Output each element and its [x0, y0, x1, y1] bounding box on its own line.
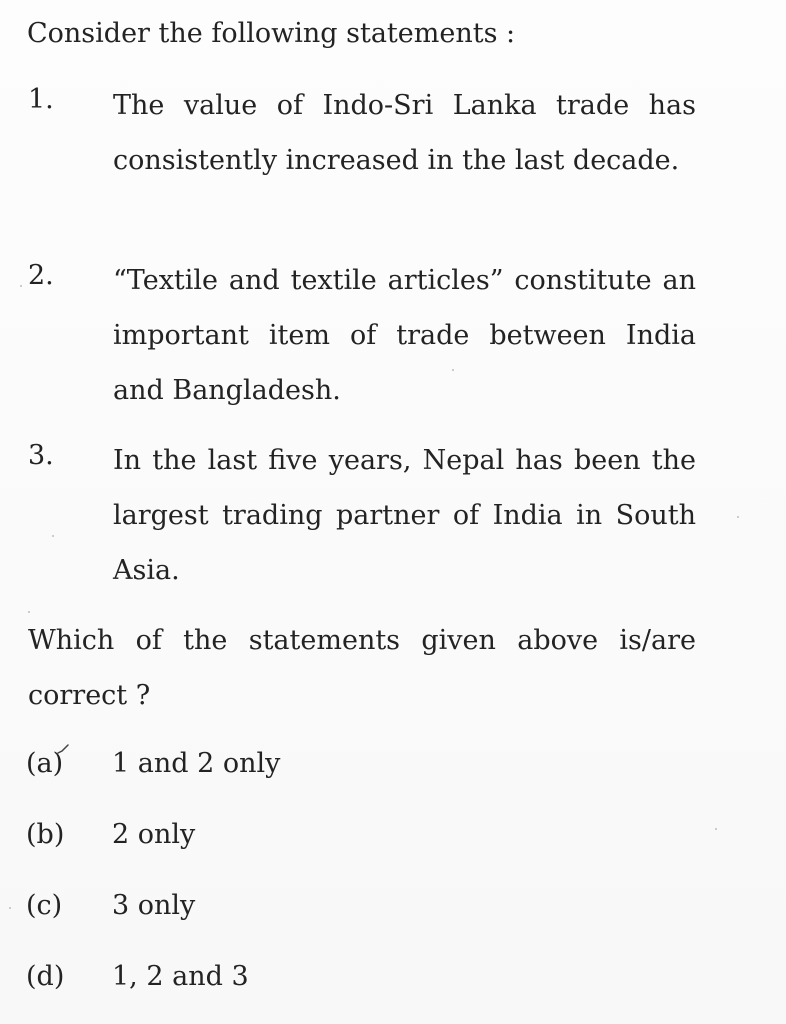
pen-mark-icon: [57, 744, 69, 756]
paper-speck: [20, 285, 22, 287]
question-text: Which of the statements given above is/are correct ?: [28, 625, 696, 711]
paper-speck: [452, 369, 454, 371]
paper-speck: [52, 535, 54, 537]
option-text[interactable]: 1, 2 and 3: [112, 961, 249, 992]
statement-number: 3.: [28, 440, 54, 471]
paper-speck: [737, 516, 739, 518]
option-label[interactable]: (b): [26, 819, 65, 850]
option-text[interactable]: 2 only: [112, 819, 196, 850]
question-intro: Consider the following statements :: [27, 18, 516, 49]
paper-speck: [9, 907, 11, 909]
statement-text: In the last five years, Nepal has been the largest trading partner of India in South Asia.: [113, 445, 696, 586]
statement-text: The value of Indo-Sri Lanka trade has consistently increased in the last decade.: [113, 90, 696, 176]
option-text[interactable]: 1 and 2 only: [112, 748, 281, 779]
paper-speck: [28, 611, 30, 613]
statement-number: 1.: [28, 84, 54, 115]
option-label[interactable]: (c): [26, 890, 63, 921]
option-label[interactable]: (a): [26, 748, 64, 779]
option-label[interactable]: (d): [26, 961, 65, 992]
statement-number: 2.: [28, 260, 54, 291]
statement-text: “Textile and textile articles” constitute an important item of trade between India and Bangladesh.: [113, 265, 696, 406]
paper-speck: [715, 828, 717, 830]
option-text[interactable]: 3 only: [112, 890, 196, 921]
